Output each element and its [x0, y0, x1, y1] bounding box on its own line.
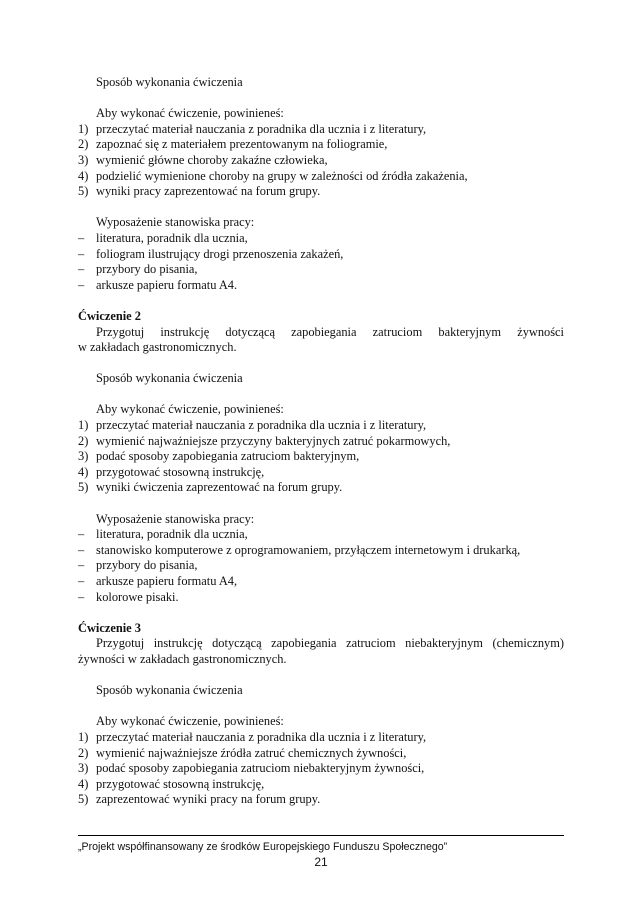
- list-item: 4) przygotować stosowną instrukcję,: [78, 464, 265, 479]
- list-item: 1) przeczytać materiał nauczania z poradnika dla ucznia i z literatury,: [78, 418, 427, 433]
- list-item: – foliogram ilustrujący drogi przenoszenia zakażeń,: [78, 246, 344, 261]
- equipment-heading: Wyposażenie stanowiska pracy:: [96, 511, 255, 526]
- list-item: 3) wymienić główne choroby zakaźne człowieka,: [78, 152, 328, 167]
- list-item: 3) podać sposoby zapobiegania zatruciom niebakteryjnym żywności,: [78, 761, 425, 776]
- list-item: – arkusze papieru formatu A4,: [78, 574, 238, 588]
- equipment-list: [78, 527, 564, 605]
- steps-list: [78, 122, 564, 200]
- list-item: 1) przeczytać materiał nauczania z poradnika dla ucznia i z literatury,: [78, 121, 427, 136]
- exercise-3-heading: Ćwiczenie 3: [78, 620, 141, 635]
- steps-list: [78, 418, 564, 496]
- list-item: 2) zapoznać się z materiałem prezentowanym na foliogramie,: [78, 137, 388, 152]
- list-item: – arkusze papieru formatu A4.: [78, 277, 238, 292]
- steps-intro: Aby wykonać ćwiczenie, powinieneś:: [96, 402, 284, 417]
- list-item: – przybory do pisania,: [78, 558, 198, 573]
- method-heading: Sposób wykonania ćwiczenia: [96, 683, 243, 698]
- page-number: 21: [314, 855, 328, 869]
- steps-intro: Aby wykonać ćwiczenie, powinieneś:: [96, 106, 284, 121]
- equipment-list: [78, 231, 564, 293]
- footer-text: „Projekt współfinansowany ze środków Europejskiego Funduszu Społecznego”: [78, 841, 448, 853]
- steps-list: [78, 730, 564, 808]
- list-item: – kolorowe pisaki.: [78, 589, 179, 604]
- list-item: 5) wyniki ćwiczenia zaprezentować na forum grupy.: [78, 480, 343, 495]
- list-item: 2) wymienić najważniejsze źródła zatruć chemicznych żywności,: [78, 745, 407, 760]
- method-heading: Sposób wykonania ćwiczenia: [96, 371, 243, 386]
- list-item: 5) zaprezentować wyniki pracy na forum grupy.: [78, 792, 321, 807]
- list-item: – literatura, poradnik dla ucznia,: [78, 527, 248, 542]
- list-item: 1) przeczytać materiał nauczania z poradnika dla ucznia i z literatury,: [78, 729, 427, 744]
- exercise-2-task-line: w zakładach gastronomicznych.: [78, 340, 237, 355]
- exercise-3-task-line: Przygotuj instrukcję dotyczącą zapobiegania zatruciom niebakteryjnym (chemicznym): [96, 636, 564, 651]
- method-heading: Sposób wykonania ćwiczenia: [96, 75, 243, 89]
- exercise-2-heading: Ćwiczenie 2: [78, 308, 141, 323]
- list-item: 3) podać sposoby zapobiegania zatruciom bakteryjnym,: [78, 449, 360, 464]
- list-item: – literatura, poradnik dla ucznia,: [78, 230, 248, 245]
- list-item: 4) podzielić wymienione choroby na grupy w zależności od źródła zakażenia,: [78, 168, 468, 183]
- exercise-2-task-line: Przygotuj instrukcję dotyczącą zapobiegania zatruciom bakteryjnym żywności: [96, 324, 564, 339]
- list-item: – przybory do pisania,: [78, 262, 198, 277]
- equipment-heading: Wyposażenie stanowiska pracy:: [96, 215, 255, 230]
- page-content: [78, 75, 564, 808]
- list-item: 5) wyniki pracy zaprezentować na forum grupy.: [78, 184, 321, 199]
- steps-intro: Aby wykonać ćwiczenie, powinieneś:: [96, 714, 284, 729]
- list-item: – stanowisko komputerowe z oprogramowaniem, przyłączem internetowym i drukarką,: [78, 542, 521, 557]
- list-item: 2) wymienić najważniejsze przyczyny bakteryjnych zatruć pokarmowych,: [78, 433, 451, 448]
- exercise-3-task-line: żywności w zakładach gastronomicznych.: [78, 651, 287, 666]
- list-item: 4) przygotować stosowną instrukcję,: [78, 776, 265, 791]
- footer-divider: [78, 835, 564, 836]
